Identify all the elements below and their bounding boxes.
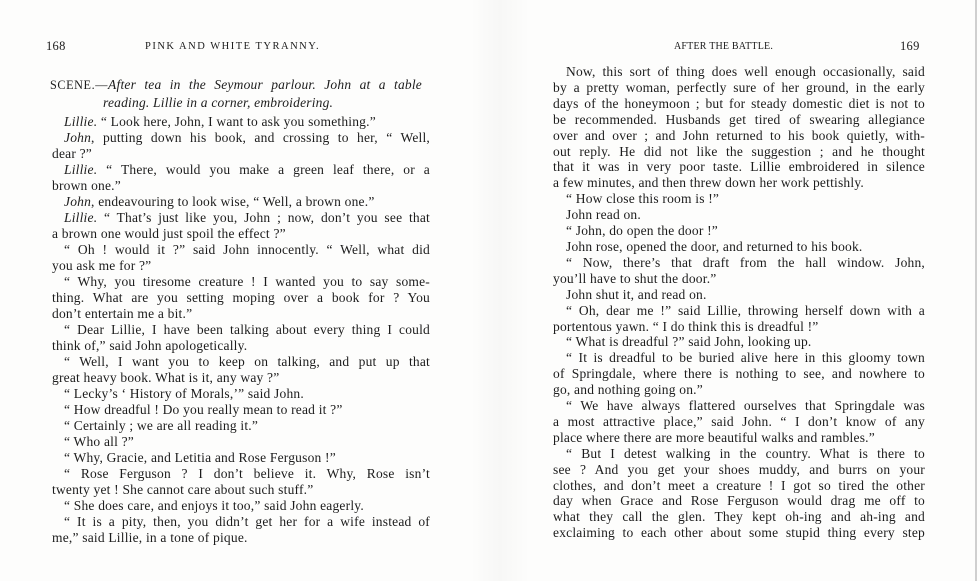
text-line <box>553 287 925 303</box>
paragraph <box>52 130 430 162</box>
text-line <box>52 482 430 498</box>
roman-text: out reply. He did not like the suggestion ; and he thought <box>553 143 925 159</box>
text-line <box>553 80 925 96</box>
text-line <box>553 64 925 80</box>
roman-text: you ask me for ?” <box>52 257 152 273</box>
text-line <box>553 239 925 255</box>
text-line <box>553 191 925 207</box>
roman-text: “ Dear Lillie, I have been talking about every thing I could <box>64 321 430 337</box>
roman-text: a brown one would just spoil the effect ?” <box>52 225 286 241</box>
roman-text: “ Oh, dear me !” said Lillie, throwing herself down with a <box>566 302 925 318</box>
roman-text: “ But I detest walking in the country. What is there to <box>566 445 925 461</box>
roman-text: “ It is a pity, then, you didn’t get her for a wife instead of <box>64 513 430 529</box>
roman-text: “ There, would you make a green leaf there, or a <box>97 161 430 177</box>
paragraph <box>553 191 925 207</box>
text-line <box>553 144 925 160</box>
text-line <box>50 94 422 111</box>
text-line <box>553 398 925 414</box>
roman-text: great heavy book. What is it, any way ?” <box>52 369 280 385</box>
paragraph <box>553 446 925 541</box>
roman-text: dear ?” <box>52 145 92 161</box>
paragraph <box>553 207 925 223</box>
italic-text: John <box>64 193 92 209</box>
paragraph <box>553 287 925 303</box>
paragraph <box>52 386 430 402</box>
text-line <box>52 242 430 258</box>
roman-text: over and over ; and John returned to his book quietly, with- <box>553 127 925 143</box>
text-line <box>553 128 925 144</box>
paragraph <box>553 350 925 398</box>
text-line <box>553 319 925 335</box>
text-line <box>50 76 422 94</box>
text-line <box>52 178 430 194</box>
paragraph <box>52 434 430 450</box>
text-line <box>553 414 925 430</box>
text-line <box>52 450 430 466</box>
roman-text: of Springdale, where there is nothing to see, and nowhere to <box>553 366 925 382</box>
roman-text: “ Look here, John, I want to ask you something.” <box>97 113 376 129</box>
roman-text: exclaiming to each other about some stupid thing every step <box>553 525 925 541</box>
italic-text: Lillie. <box>64 161 98 177</box>
text-line <box>553 493 925 509</box>
text-line <box>553 334 925 350</box>
text-line <box>52 466 430 482</box>
text-line <box>52 402 430 418</box>
roman-text: “ What is dreadful ?” said John, looking up. <box>566 334 812 350</box>
roman-text: John read on. <box>566 207 641 223</box>
paragraph <box>52 162 430 194</box>
paragraph <box>52 274 430 322</box>
text-line <box>553 478 925 494</box>
roman-text: “ How close this room is !” <box>566 191 720 207</box>
text-line <box>52 418 430 434</box>
roman-text: “ Certainly ; we are all reading it.” <box>64 417 259 433</box>
paragraph <box>52 194 430 210</box>
roman-text: thing. What are you setting moping over a book for ? You <box>52 289 430 305</box>
roman-text: John rose, opened the door, and returned to his book. <box>566 238 863 254</box>
text-line <box>553 207 925 223</box>
text-line <box>52 338 430 354</box>
italic-text: After tea in the Seymour parlour. John at a table <box>108 76 422 92</box>
roman-text: day when Grace and Rose Ferguson would drag me off to <box>553 493 925 509</box>
roman-text: “ Why, you tiresome creature ! I wanted you to say some- <box>64 273 430 289</box>
roman-text: “ Why, Gracie, and Letitia and Rose Ferguson !” <box>64 449 336 465</box>
text-line <box>553 303 925 319</box>
roman-text: be recommended. Husbands get tired of swearing allegiance <box>553 111 925 127</box>
roman-text: place where there are more beautiful walks and rambles.” <box>553 429 875 445</box>
roman-text: “ Rose Ferguson ? I don’t believe it. Why, Rose isn’t <box>64 465 430 481</box>
text-line <box>553 223 925 239</box>
text-line <box>553 175 925 191</box>
roman-text: that it was in very poor taste. Lillie embroidered in silence <box>553 159 925 175</box>
roman-text: “ We have always flattered ourselves that Springdale was <box>566 398 925 414</box>
text-line <box>52 354 430 370</box>
stage-direction <box>50 76 422 111</box>
text-line <box>52 258 430 274</box>
roman-text: twenty yet ! She cannot care about such stuff.” <box>52 481 314 497</box>
paragraph <box>52 322 430 354</box>
text-line <box>52 210 430 226</box>
paragraph <box>52 498 430 514</box>
roman-text: clothes, and don’t meet a creature ! I got so tired the other <box>553 477 925 493</box>
text-line <box>553 96 925 112</box>
roman-text: “ Oh ! would it ?” said John innocently. “ Well, what did <box>64 241 430 257</box>
roman-text: a most attractive place,” said John. “ I don’t know of any <box>553 413 925 429</box>
paragraph <box>52 210 430 242</box>
roman-text: “ John, do open the door !” <box>566 223 718 239</box>
text-line <box>52 514 430 530</box>
roman-text: me,” said Lillie, in a tone of pique. <box>52 529 248 545</box>
roman-text: “ Who all ?” <box>64 433 134 449</box>
roman-text: what they call the glen. They kept oh-ing and ah-ing and <box>553 509 925 525</box>
right-running-head: AFTER THE BATTLE. <box>674 41 774 52</box>
left-page-number: 168 <box>46 39 66 53</box>
paragraph <box>52 466 430 498</box>
roman-text: , endeavouring to look wise, “ Well, a brown one.” <box>91 193 375 209</box>
roman-text: a few minutes, and then threw down her work pettishly. <box>553 175 864 191</box>
paragraph <box>553 64 925 191</box>
gutter-shadow <box>470 0 530 581</box>
italic-text: Lillie. <box>64 113 98 129</box>
text-line <box>52 226 430 242</box>
roman-text: days of the honeymoon ; but for steady domestic diet is not to <box>553 95 925 111</box>
roman-text: “ Well, I want you to keep on talking, and put up that <box>64 353 430 369</box>
roman-text: “ She does care, and enjoys it too,” said John eagerly. <box>64 497 364 513</box>
roman-text: you’ll have to shut the door.” <box>553 270 717 286</box>
text-line <box>52 130 430 146</box>
roman-text: brown one.” <box>52 177 121 193</box>
text-line <box>553 350 925 366</box>
text-line <box>52 530 430 546</box>
text-line <box>553 366 925 382</box>
text-line <box>52 322 430 338</box>
text-line <box>553 159 925 175</box>
paragraph <box>553 334 925 350</box>
text-line <box>553 509 925 525</box>
roman-text: see ? And you get your shoes muddy, and burrs on your <box>553 461 925 477</box>
text-line <box>553 112 925 128</box>
text-line <box>553 446 925 462</box>
roman-text: by a pretty woman, perfectly sure of her ground, in the early <box>553 79 925 95</box>
text-line <box>52 434 430 450</box>
roman-text: portentous yawn. “ I do think this is dreadful !” <box>553 318 819 334</box>
paragraph <box>553 223 925 239</box>
text-line <box>52 274 430 290</box>
paragraph <box>52 514 430 546</box>
paragraph <box>52 242 430 274</box>
paragraph <box>52 402 430 418</box>
text-line <box>553 271 925 287</box>
text-line <box>52 162 430 178</box>
text-line <box>553 382 925 398</box>
text-line <box>52 370 430 386</box>
text-line <box>52 114 430 130</box>
roman-text: , putting down his book, and crossing to her, “ Well, <box>91 129 430 145</box>
left-running-head: PINK AND WHITE TYRANNY. <box>145 41 321 52</box>
italic-text: Lillie. <box>64 209 98 225</box>
italic-text: John <box>64 129 92 145</box>
roman-text: go, and nothing going on.” <box>553 382 703 398</box>
paragraph <box>52 354 430 386</box>
roman-text: “ Lecky’s ‘ History of Morals,’” said John. <box>64 385 304 401</box>
paragraph <box>553 398 925 446</box>
roman-text: “ How dreadful ! Do you really mean to read it ?” <box>64 401 343 417</box>
roman-text: Now, this sort of thing does well enough occasionally, said <box>566 64 925 79</box>
roman-text: “ It is dreadful to be buried alive here in this gloomy town <box>566 350 925 366</box>
page-edge <box>975 0 977 581</box>
text-line <box>52 498 430 514</box>
roman-text: John shut it, and read on. <box>566 286 707 302</box>
paragraph <box>553 303 925 335</box>
left-page-body <box>52 76 430 546</box>
roman-text: “ That’s just like you, John ; now, don’t you see that <box>97 209 430 225</box>
right-page-number: 169 <box>900 39 920 53</box>
text-line <box>52 146 430 162</box>
roman-text: don’t entertain me a bit.” <box>52 305 193 321</box>
italic-text: reading. Lillie in a corner, embroidering. <box>103 94 334 110</box>
roman-text: “ Now, there’s that draft from the hall window. John, <box>566 254 925 270</box>
roman-text: think of,” said John apologetically. <box>52 337 248 353</box>
text-line <box>52 306 430 322</box>
paragraph <box>553 239 925 255</box>
paragraph <box>553 255 925 287</box>
text-line <box>553 462 925 478</box>
paragraph <box>52 450 430 466</box>
text-line <box>553 255 925 271</box>
scene-label: SCENE.— <box>50 77 109 92</box>
text-line <box>553 525 925 541</box>
text-line <box>52 386 430 402</box>
paragraph <box>52 418 430 434</box>
right-page-body <box>553 64 925 541</box>
text-line <box>553 430 925 446</box>
paragraph <box>52 114 430 130</box>
text-line <box>52 290 430 306</box>
text-line <box>52 194 430 210</box>
